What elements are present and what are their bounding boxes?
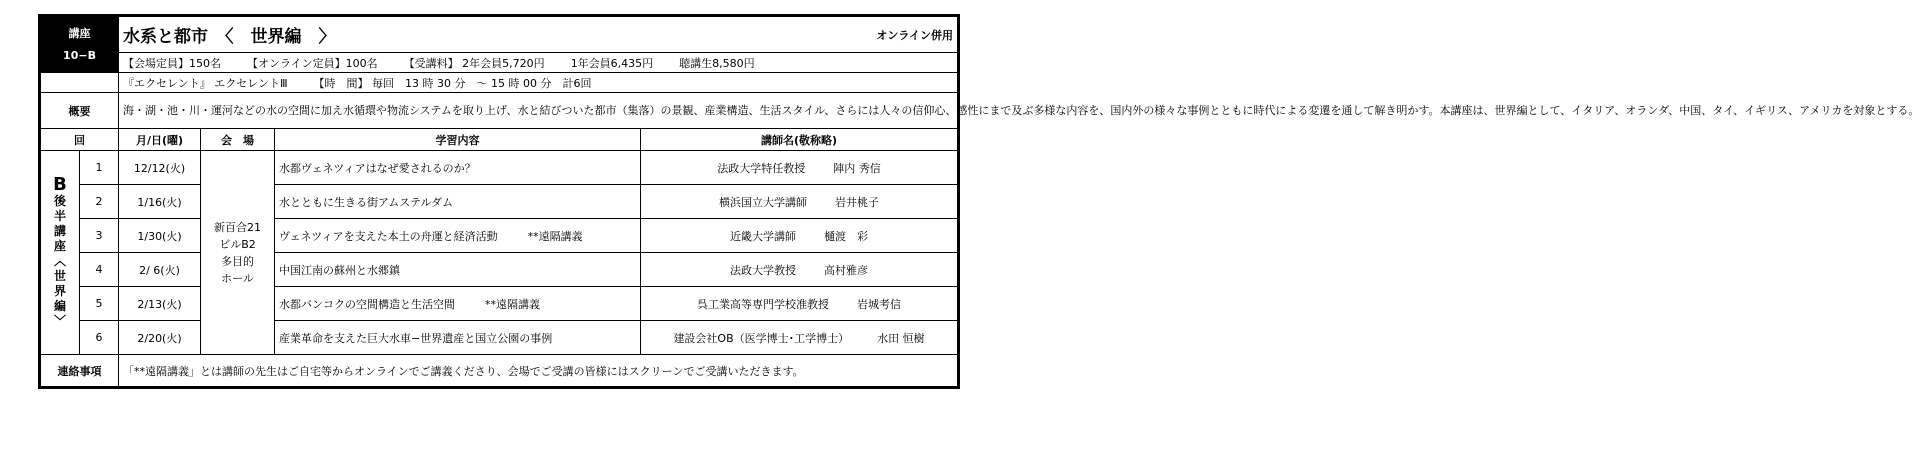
course-title: 水系と都市 〈 世界編 〉 (123, 27, 336, 47)
summary-text: 海・湖・池・川・運河などの水の空間に加え水循環や物流システムを取り上げ、水と結びついた都市（集落）の景観、産業構造、生活スタイル、さらには人々の信仰心、感性にまで及ぶ多様な内容を、国内外の様々な事例とともに時代による変遷を通して解き明かす。本講座は、世界編として、イタリア、オランダ、中国、タイ、イギリス、アメリカを対象とする。 (119, 93, 958, 129)
summary-label: 概要 (41, 93, 119, 129)
term-letter: B (53, 174, 67, 195)
course-title-cell (119, 17, 641, 53)
venue-line: ビルB2 (219, 237, 256, 251)
table-row (41, 151, 958, 185)
teacher-name: 岩井桃子 (835, 195, 880, 209)
lecture-topic: 水都バンコクの空間構造と生活空間 (279, 297, 456, 311)
lecture-teacher (641, 321, 958, 355)
table-row (41, 219, 958, 253)
term-label (41, 151, 80, 355)
col-header-teacher: 講師名(敬称略) (641, 129, 958, 151)
lecture-topic: 水とともに生きる街アムステルダム (279, 195, 454, 209)
lecture-num: 1 (80, 151, 119, 185)
term-char: 世 (53, 269, 66, 283)
term-char: 座 (53, 239, 66, 253)
course-sheet (40, 16, 1919, 387)
term-char: 編 (53, 299, 66, 313)
teacher-name: 岩城考信 (857, 297, 902, 311)
online-badge: オンライン併用 (641, 17, 958, 53)
lecture-date: 2/13(火) (119, 287, 201, 321)
teacher-title: 横浜国立大学講師 (719, 195, 808, 209)
course-time: 【時 間】 毎回 13 時 30 分 〜 15 時 00 分 計6回 (313, 76, 592, 90)
term-char: ﹀ (53, 314, 66, 328)
online-capacity: 【オンライン定員】100名 (247, 56, 378, 70)
teacher-name: 陣内 秀信 (833, 161, 881, 175)
lecture-num: 6 (80, 321, 119, 355)
venue-capacity: 【会場定員】150名 (123, 56, 222, 70)
lecture-date: 12/12(火) (119, 151, 201, 185)
course-code-line2: 10−B (63, 48, 96, 62)
lecture-topic-cell (275, 185, 641, 219)
lecture-date: 2/ 6(火) (119, 253, 201, 287)
lecture-date: 2/20(火) (119, 321, 201, 355)
lecture-teacher (641, 151, 958, 185)
term-char: 講 (53, 224, 66, 238)
lecture-teacher (641, 185, 958, 219)
lecture-topic-cell (275, 321, 641, 355)
teacher-title: 法政大学特任教授 (717, 161, 806, 175)
teacher-title: 建設会社OB（医学博士･工学博士） (673, 331, 850, 345)
col-header-date: 月/日(曜) (119, 129, 201, 151)
table-row (41, 287, 958, 321)
table-row (41, 253, 958, 287)
notice-label: 連絡事項 (41, 355, 119, 387)
lecture-teacher (641, 219, 958, 253)
code-spacer (41, 73, 119, 93)
lecture-topic-cell (275, 151, 641, 185)
fee-listener: 聴講生8,580円 (679, 56, 755, 70)
venue-line: 多目的 (221, 254, 255, 268)
lecture-date: 1/30(火) (119, 219, 201, 253)
col-header-content: 学習内容 (275, 129, 641, 151)
col-header-num: 回 (41, 129, 119, 151)
lecture-num: 4 (80, 253, 119, 287)
fee-1yr: 1年会員6,435円 (570, 56, 654, 70)
teacher-name: 高村雅彦 (824, 263, 869, 277)
info-line-1 (119, 53, 958, 73)
venue-cell (201, 151, 275, 355)
lecture-topic-cell (275, 287, 641, 321)
teacher-title: 法政大学教授 (730, 263, 797, 277)
lecture-topic: ヴェネツィアを支えた本土の舟運と経済活動 (279, 229, 498, 243)
info-line-2 (119, 73, 958, 93)
term-char: ︿ (53, 254, 66, 268)
lecture-teacher (641, 287, 958, 321)
term-char: 界 (53, 284, 66, 298)
table-row (41, 321, 958, 355)
lecture-date: 1/16(火) (119, 185, 201, 219)
lecture-topic-cell (275, 219, 641, 253)
teacher-name: 樋渡 彩 (824, 229, 869, 243)
term-char: 半 (53, 209, 66, 223)
remote-marker: **遠隔講義 (527, 229, 583, 243)
course-code-line1: 講座 (68, 26, 91, 40)
venue-line: ホール (221, 271, 254, 285)
teacher-title: 呉工業高等専門学校准教授 (697, 297, 830, 311)
lecture-topic: 水都ヴェネツィアはなぜ愛されるのか？ (279, 161, 476, 175)
teacher-name: 水田 恒樹 (877, 331, 925, 345)
fee-2yr: 【受講料】 2年会員5,720円 (403, 56, 545, 70)
table-row (41, 185, 958, 219)
lecture-topic-cell (275, 253, 641, 287)
lecture-teacher (641, 253, 958, 287)
lecture-num: 3 (80, 219, 119, 253)
lecture-topic: 産業革命を支えた巨大水車−世界遺産と国立公園の事例 (279, 331, 553, 345)
notice-text: 「**遠隔講義」とは講師の先生はご自宅等からオンラインでご講義くださり、会場でご受講の皆様にはスクリーンでご受講いただきます。 (119, 355, 958, 387)
col-header-venue: 会 場 (201, 129, 275, 151)
venue-line: 新百合21 (214, 220, 262, 234)
course-code (41, 17, 119, 73)
course-tier: 『エクセレント』 エクセレントⅢ (123, 76, 288, 90)
remote-marker: **遠隔講義 (485, 297, 541, 311)
lecture-topic: 中国江南の蘇州と水郷鎮 (279, 263, 401, 277)
teacher-title: 近畿大学講師 (730, 229, 797, 243)
lecture-num: 2 (80, 185, 119, 219)
lecture-num: 5 (80, 287, 119, 321)
term-char: 後 (53, 194, 66, 208)
